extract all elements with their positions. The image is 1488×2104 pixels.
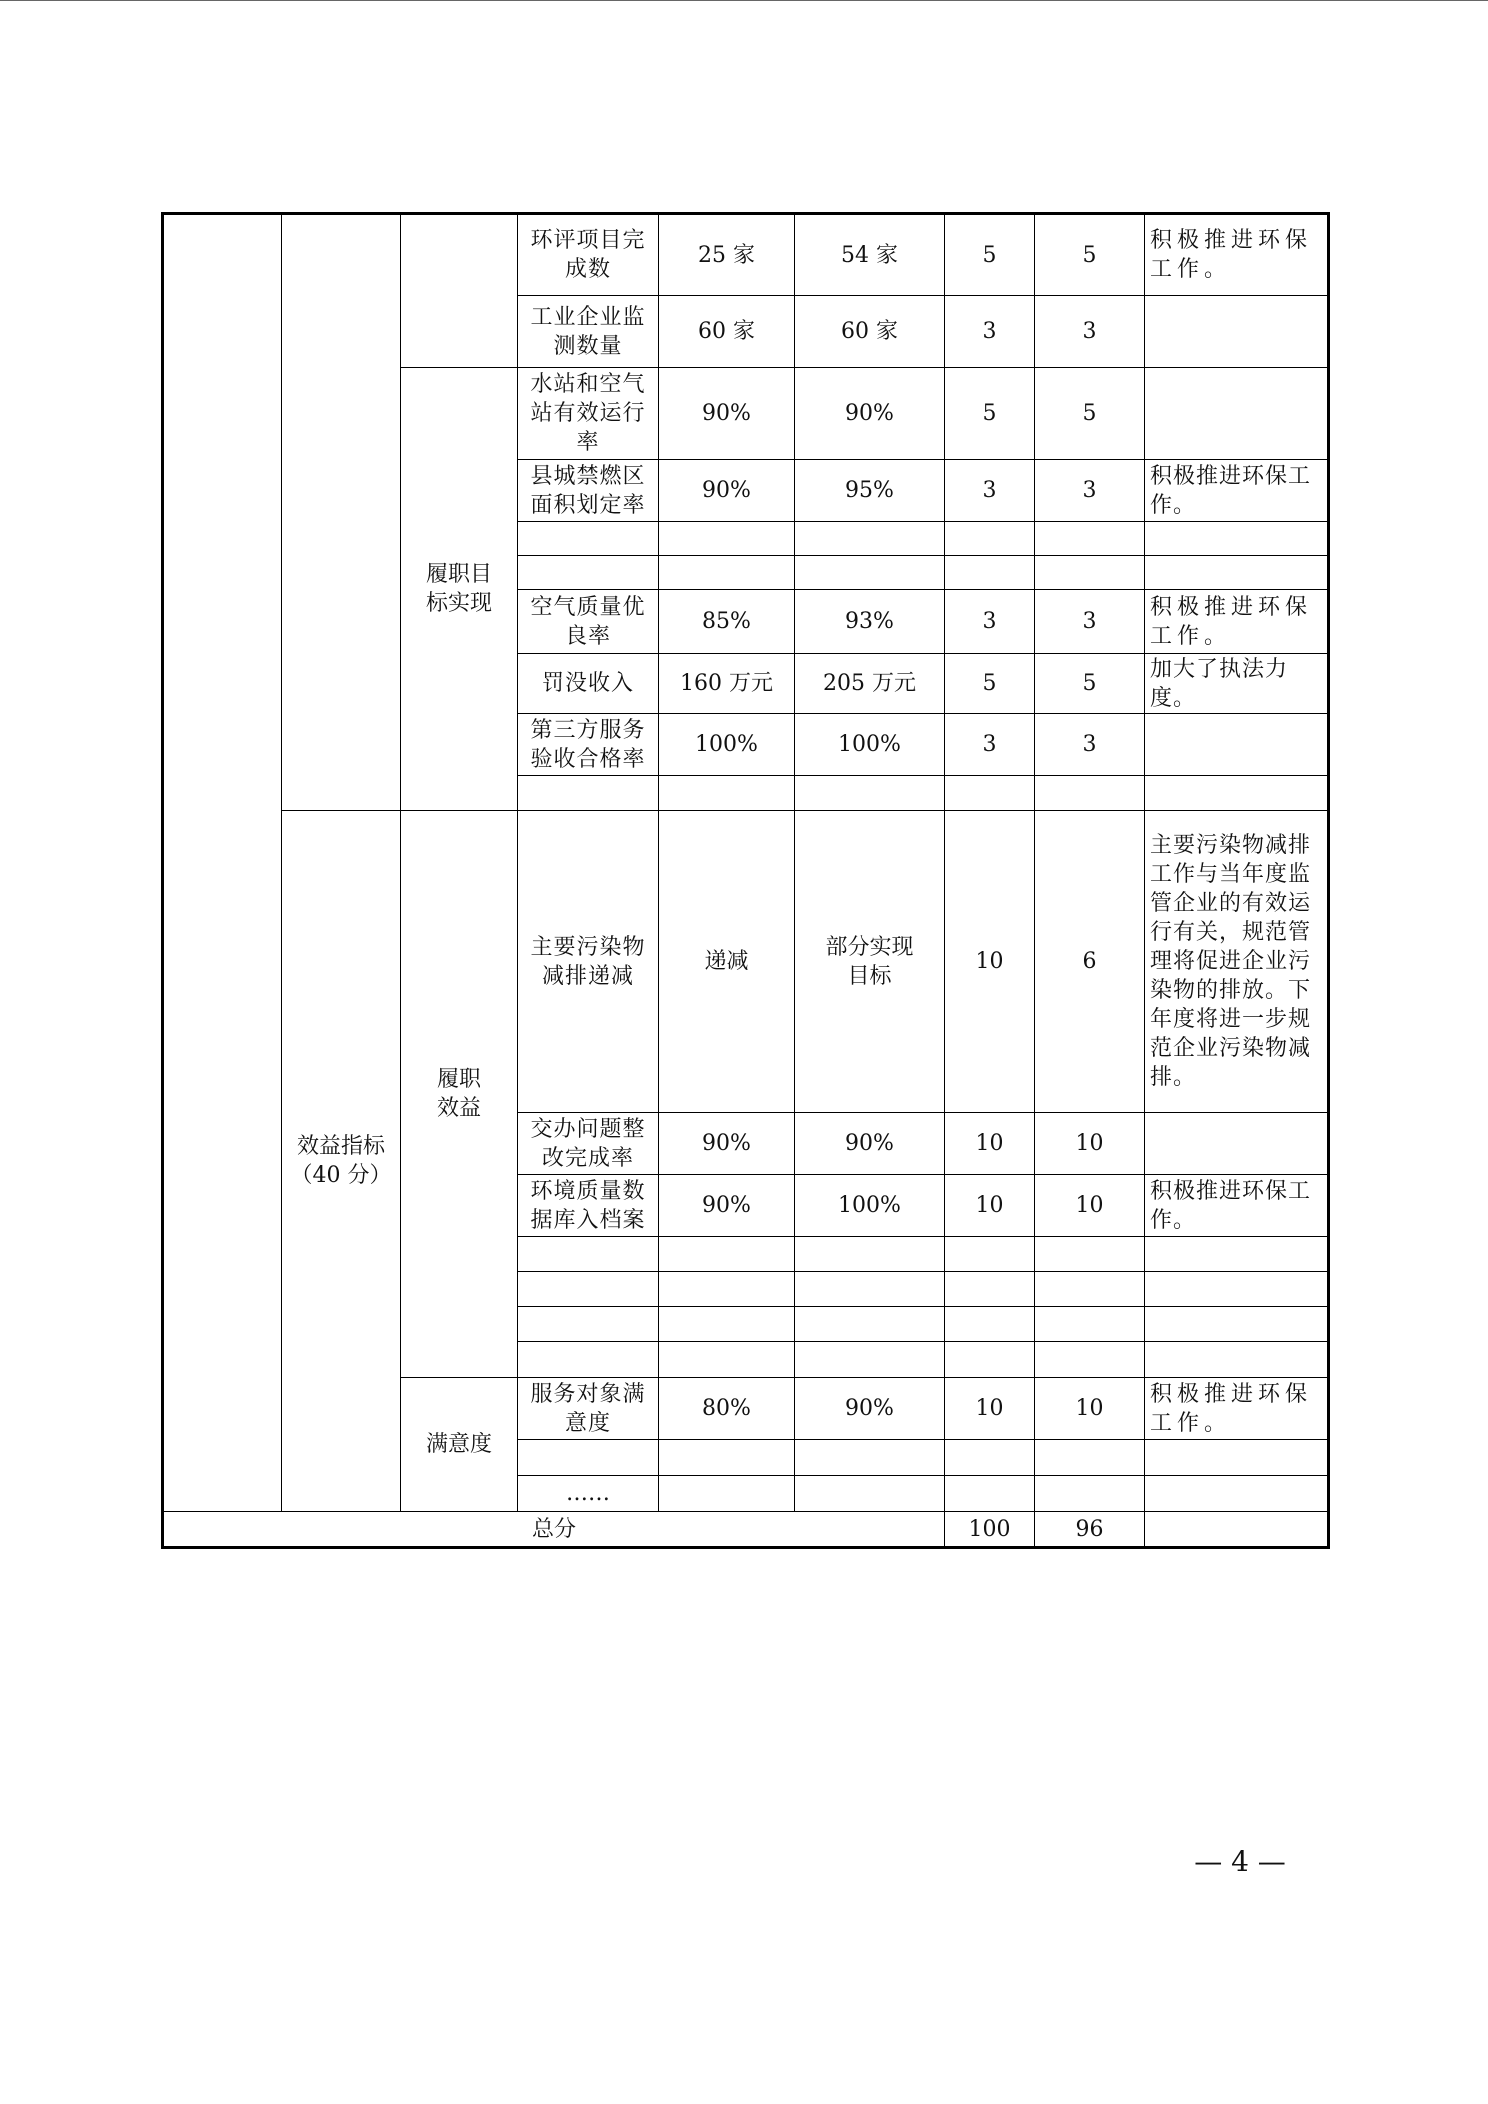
score-value xyxy=(1035,1440,1145,1476)
indicator-name: 第三方服务验收合格率 xyxy=(518,714,659,776)
group-label-xiaoyi-zhibiao: 效益指标（40 分） xyxy=(282,811,401,1512)
note-text xyxy=(1145,1272,1329,1307)
weight-value: 10 xyxy=(945,1378,1035,1440)
weight-value xyxy=(945,1476,1035,1512)
weight-value xyxy=(945,556,1035,590)
score-value xyxy=(1035,1342,1145,1378)
weight-value: 3 xyxy=(945,714,1035,776)
indicator-name: 交办问题整改完成率 xyxy=(518,1113,659,1175)
note-text xyxy=(1145,368,1329,460)
group-label-lvzhi-mubiao: 履职目标实现 xyxy=(401,368,518,811)
actual-value xyxy=(795,522,945,556)
score-value xyxy=(1035,1476,1145,1512)
target-value xyxy=(659,1342,795,1378)
top-rule xyxy=(0,0,1488,1)
target-value: 25 家 xyxy=(659,214,795,296)
table-row xyxy=(163,811,1329,1113)
target-value xyxy=(659,776,795,811)
target-value: 160 万元 xyxy=(659,654,795,714)
table-row xyxy=(163,214,1329,296)
target-value: 80% xyxy=(659,1378,795,1440)
indicator-name xyxy=(518,1440,659,1476)
actual-value: 54 家 xyxy=(795,214,945,296)
total-label: 总分 xyxy=(163,1512,945,1548)
target-value xyxy=(659,1307,795,1342)
target-value xyxy=(659,1237,795,1272)
indicator-name xyxy=(518,556,659,590)
indicator-name: 环评项目完成数 xyxy=(518,214,659,296)
score-value: 3 xyxy=(1035,460,1145,522)
target-value xyxy=(659,1440,795,1476)
actual-value xyxy=(795,556,945,590)
indicator-name: 罚没收入 xyxy=(518,654,659,714)
target-value xyxy=(659,1476,795,1512)
target-value: 60 家 xyxy=(659,296,795,368)
score-value xyxy=(1035,1272,1145,1307)
note-text: 主要污染物减排工作与当年度监管企业的有效运行有关，规范管理将促进企业污染物的排放。下年度将进一步规范企业污染物减排。 xyxy=(1145,811,1329,1113)
indicator-name: 工业企业监测数量 xyxy=(518,296,659,368)
weight-value: 5 xyxy=(945,368,1035,460)
note-text: 积极推进环保工作。 xyxy=(1145,1378,1329,1440)
weight-value xyxy=(945,1272,1035,1307)
note-text: 积极推进环保工作。 xyxy=(1145,590,1329,654)
actual-value: 93% xyxy=(795,590,945,654)
tertiary-indicator-cell xyxy=(401,214,518,368)
indicator-name xyxy=(518,522,659,556)
indicator-name: 环境质量数据库入档案 xyxy=(518,1175,659,1237)
note-text xyxy=(1145,1476,1329,1512)
weight-value xyxy=(945,1440,1035,1476)
target-value: 递减 xyxy=(659,811,795,1113)
actual-value: 部分实现目标 xyxy=(795,811,945,1113)
total-note xyxy=(1145,1512,1329,1548)
total-weight: 100 xyxy=(945,1512,1035,1548)
indicator-name: …… xyxy=(518,1476,659,1512)
score-value xyxy=(1035,556,1145,590)
actual-value: 60 家 xyxy=(795,296,945,368)
total-row xyxy=(163,1512,1329,1548)
score-value xyxy=(1035,776,1145,811)
actual-value: 90% xyxy=(795,1113,945,1175)
target-value: 90% xyxy=(659,460,795,522)
score-value: 3 xyxy=(1035,296,1145,368)
indicator-name: 空气质量优良率 xyxy=(518,590,659,654)
weight-value: 3 xyxy=(945,296,1035,368)
indicator-name: 服务对象满意度 xyxy=(518,1378,659,1440)
note-text xyxy=(1145,714,1329,776)
actual-value: 90% xyxy=(795,1378,945,1440)
note-text: 积极推进环保工作。 xyxy=(1145,214,1329,296)
score-value xyxy=(1035,522,1145,556)
note-text xyxy=(1145,1342,1329,1378)
actual-value xyxy=(795,1476,945,1512)
weight-value xyxy=(945,1237,1035,1272)
actual-value: 100% xyxy=(795,714,945,776)
indicator-name xyxy=(518,1307,659,1342)
note-text: 加大了执法力度。 xyxy=(1145,654,1329,714)
target-value: 85% xyxy=(659,590,795,654)
group-label-lvzhi-xiaoyi: 履职效益 xyxy=(401,811,518,1378)
actual-value xyxy=(795,1307,945,1342)
weight-value: 10 xyxy=(945,1175,1035,1237)
note-text xyxy=(1145,1237,1329,1272)
note-text xyxy=(1145,776,1329,811)
target-value xyxy=(659,522,795,556)
indicator-name xyxy=(518,1237,659,1272)
note-text xyxy=(1145,556,1329,590)
secondary-indicator-cell xyxy=(282,214,401,811)
note-text xyxy=(1145,1440,1329,1476)
score-value: 10 xyxy=(1035,1378,1145,1440)
weight-value: 3 xyxy=(945,590,1035,654)
target-value: 90% xyxy=(659,368,795,460)
note-text: 积极推进环保工作。 xyxy=(1145,1175,1329,1237)
weight-value: 10 xyxy=(945,811,1035,1113)
weight-value xyxy=(945,1342,1035,1378)
note-text xyxy=(1145,522,1329,556)
indicator-name xyxy=(518,1272,659,1307)
score-value xyxy=(1035,1307,1145,1342)
performance-evaluation-table xyxy=(161,212,1330,1549)
actual-value xyxy=(795,1237,945,1272)
weight-value: 3 xyxy=(945,460,1035,522)
score-value: 3 xyxy=(1035,714,1145,776)
indicator-name: 水站和空气站有效运行率 xyxy=(518,368,659,460)
note-text xyxy=(1145,1307,1329,1342)
indicator-name xyxy=(518,776,659,811)
actual-value: 100% xyxy=(795,1175,945,1237)
note-text xyxy=(1145,296,1329,368)
score-value: 6 xyxy=(1035,811,1145,1113)
actual-value xyxy=(795,1342,945,1378)
weight-value xyxy=(945,776,1035,811)
indicator-name xyxy=(518,1342,659,1378)
note-text xyxy=(1145,1113,1329,1175)
actual-value: 90% xyxy=(795,368,945,460)
score-value xyxy=(1035,1237,1145,1272)
target-value xyxy=(659,556,795,590)
page-number: — 4 — xyxy=(1194,1845,1286,1878)
actual-value: 205 万元 xyxy=(795,654,945,714)
weight-value xyxy=(945,522,1035,556)
weight-value: 5 xyxy=(945,214,1035,296)
target-value: 90% xyxy=(659,1113,795,1175)
indicator-name: 主要污染物减排递减 xyxy=(518,811,659,1113)
target-value xyxy=(659,1272,795,1307)
actual-value xyxy=(795,776,945,811)
weight-value: 10 xyxy=(945,1113,1035,1175)
score-value: 5 xyxy=(1035,654,1145,714)
note-text: 积极推进环保工作。 xyxy=(1145,460,1329,522)
indicator-name: 县城禁燃区面积划定率 xyxy=(518,460,659,522)
actual-value: 95% xyxy=(795,460,945,522)
weight-value xyxy=(945,1307,1035,1342)
actual-value xyxy=(795,1272,945,1307)
primary-indicator-cell xyxy=(163,214,282,1512)
target-value: 100% xyxy=(659,714,795,776)
score-value: 5 xyxy=(1035,214,1145,296)
score-value: 5 xyxy=(1035,368,1145,460)
target-value: 90% xyxy=(659,1175,795,1237)
score-value: 10 xyxy=(1035,1175,1145,1237)
score-value: 10 xyxy=(1035,1113,1145,1175)
actual-value xyxy=(795,1440,945,1476)
total-score: 96 xyxy=(1035,1512,1145,1548)
weight-value: 5 xyxy=(945,654,1035,714)
group-label-manyidu: 满意度 xyxy=(401,1378,518,1512)
score-value: 3 xyxy=(1035,590,1145,654)
